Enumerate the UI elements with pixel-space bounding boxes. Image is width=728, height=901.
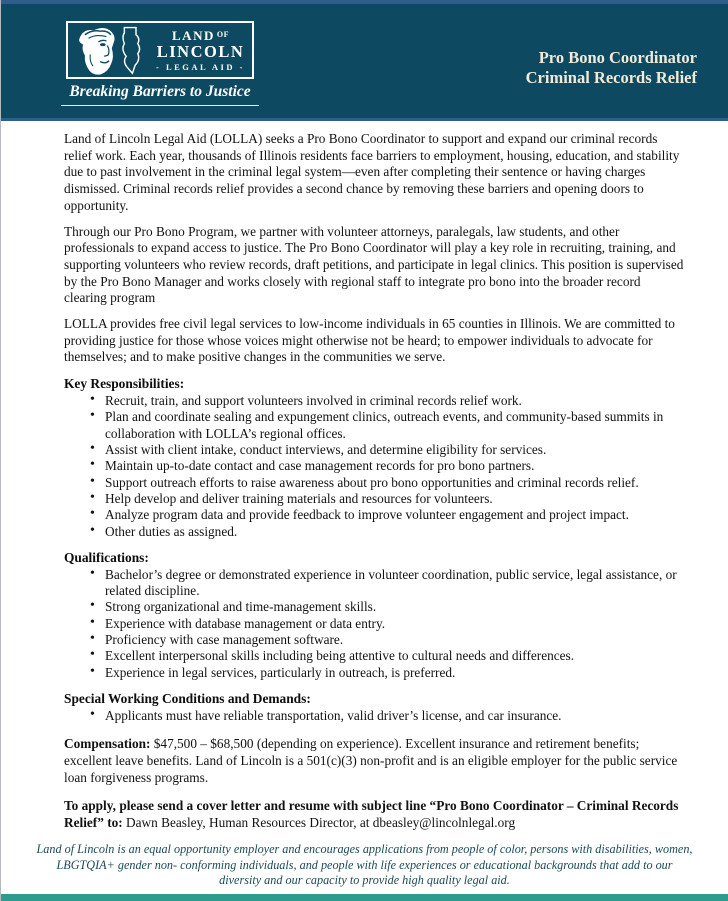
header-banner	[1, 0, 728, 121]
equal-opportunity-note: Land of Lincoln is an equal opportunity employer and encourages applications from people of color, persons with disabilities, women, LBGTQIA+ gender non- conforming individuals, and people with life experiences or educational backgrounds that add to our diversity and our capacity to provide high quality legal aid.	[36, 842, 693, 887]
list-item: • Experience in legal services, particularly in outreach, is preferred.	[89, 665, 685, 681]
logo-box	[66, 21, 254, 79]
qualifications-list	[64, 567, 685, 681]
logo-line-legal-aid: - LEGAL AID -	[156, 62, 245, 72]
list-item: • Assist with client intake, conduct interviews, and determine eligibility for services.	[89, 442, 685, 458]
list-item: • Analyze program data and provide feedback to improve volunteer engagement and project impact.	[89, 507, 685, 523]
list-item: • Other duties as assigned.	[89, 524, 685, 540]
heading-special-working-conditions: Special Working Conditions and Demands:	[64, 690, 311, 706]
list-item: • Maintain up-to-date contact and case management records for pro bono partners.	[89, 458, 685, 474]
special-conditions-list	[64, 708, 685, 724]
bottom-accent-bar	[1, 894, 728, 901]
apply-contact-text: Dawn Beasley, Human Resources Director, at dbeasley@lincolnlegal.org	[126, 815, 516, 830]
job-title	[526, 48, 697, 118]
heading-qualifications: Qualifications:	[64, 549, 149, 565]
compensation-paragraph	[64, 736, 685, 786]
key-responsibilities-list	[64, 393, 685, 540]
job-title-line1: Pro Bono Coordinator	[538, 48, 697, 67]
logo-tagline: Breaking Barriers to Justice	[69, 83, 251, 100]
logo-line-land: LAND $^{OF}$	[172, 27, 229, 43]
lincoln-portrait-icon	[68, 24, 152, 76]
logo	[61, 21, 259, 118]
mission-paragraph: LOLLA provides free civil legal services to low-income individuals in 65 counties in Illinois. We are committed to providing justice for those whose voices might otherwise not be heard; to empower individuals to advocate for themselves; and to make positive changes in the communities we serve.	[64, 316, 675, 365]
list-item: • Bachelor’s degree or demonstrated experience in volunteer coordination, public service, legal assistance, or related discipline.	[89, 567, 685, 600]
list-item: • Experience with database management or data entry.	[89, 616, 685, 632]
list-item: • Excellent interpersonal skills including being attentive to cultural needs and differences.	[89, 648, 685, 664]
list-item: • Proficiency with case management software.	[89, 632, 685, 648]
compensation-text: $47,500 – $68,500 (depending on experience). Excellent insurance and retirement benefits; excellent leave benefits. Land of Lincoln is a 501(c)(3) non-profit and is an eligible employer for the public service loan forgiveness programs.	[64, 736, 678, 785]
logo-line-lincoln: LINCOLN	[156, 41, 245, 61]
list-item: • Strong organizational and time-management skills.	[89, 599, 685, 615]
apply-paragraph	[64, 798, 685, 831]
list-item: • Recruit, train, and support volunteers involved in criminal records relief work.	[89, 393, 685, 409]
logo-wordmark	[153, 29, 248, 72]
apply-instructions-bold: To apply, please send a cover letter and resume with subject line “Pro Bono Coordinator – Criminal Records Relief” to:	[64, 798, 679, 830]
list-item: • Help develop and deliver training materials and resources for volunteers.	[89, 491, 685, 507]
job-title-line2: Criminal Records Relief	[525, 68, 697, 87]
program-paragraph: Through our Pro Bono Program, we partner with volunteer attorneys, paralegals, law students, and other professionals to expand access to justice. The Pro Bono Coordinator will play a key role in recruiting, training, and supporting volunteers who review records, draft petitions, and participate in legal clinics. This position is supervised by the Pro Bono Manager and works closely with regional staff to integrate pro bono into the broader record clearing program	[64, 223, 684, 306]
list-item: • Support outreach efforts to raise awareness about pro bono opportunities and criminal records relief.	[89, 475, 685, 491]
intro-paragraph: Land of Lincoln Legal Aid (LOLLA) seeks a Pro Bono Coordinator to support and expand our criminal records relief work. Each year, thousands of Illinois residents face barriers to employment, housing, education, and stability due to past involvement in the criminal legal system—even after completing their sentence or having charges dismissed. Criminal records relief provides a second chance by removing these barriers and opening doors to opportunity.	[64, 131, 680, 213]
compensation-label: Compensation:	[64, 736, 151, 752]
tagline-rule	[61, 105, 259, 106]
list-item: • Plan and coordinate sealing and expungement clinics, outreach events, and community-based summits in collaboration with LOLLA’s regional offices.	[89, 409, 685, 442]
heading-key-responsibilities: Key Responsibilities:	[64, 376, 185, 392]
posting-body	[1, 121, 728, 832]
list-item: • Applicants must have reliable transportation, valid driver’s license, and car insurance.	[89, 708, 685, 724]
